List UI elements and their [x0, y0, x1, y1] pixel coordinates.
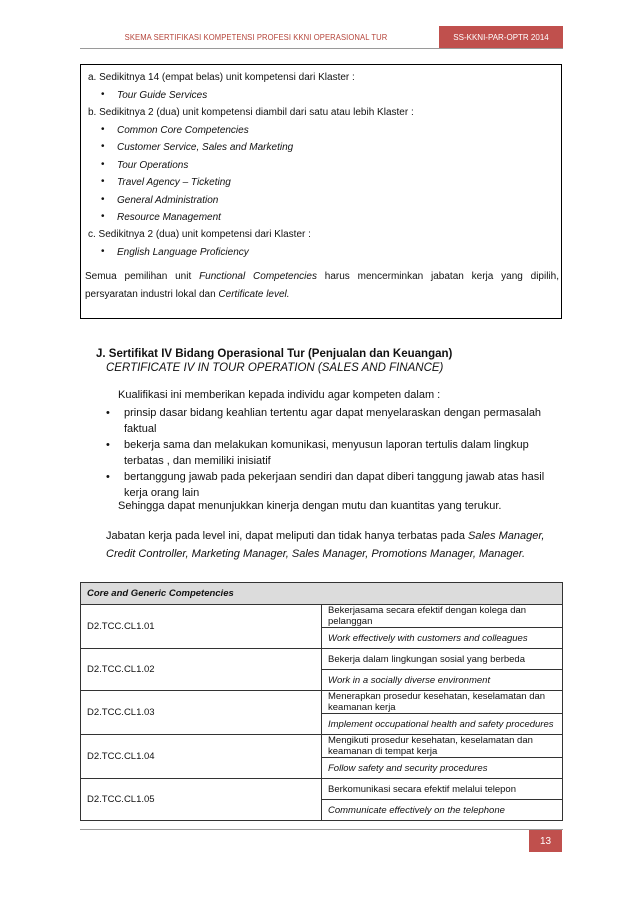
unit-title-id: Bekerja dalam lingkungan sosial yang berbeda: [322, 649, 563, 670]
unit-title-en: Communicate effectively on the telephone: [322, 800, 563, 821]
table-row: [81, 605, 563, 628]
klaster-item-label: Customer Service, Sales and Marketing: [117, 142, 294, 153]
section-subtitle: CERTIFICATE IV IN TOUR OPERATION (SALES AND FINANCE): [106, 362, 444, 374]
unit-title-id: Bekerjasama secara efektif dengan kolega dan pelanggan: [322, 605, 563, 628]
functional-competencies-note: Semua pemilihan unit Functional Competencies harus mencerminkan jabatan kerja yang dipilih, persyaratan industri lokal dan Certificate level.: [85, 271, 559, 300]
qualification-intro: Kualifikasi ini memberikan kepada individu agar kompeten dalam :: [118, 389, 441, 401]
bullet-icon: •: [101, 246, 105, 257]
klaster-item-label: Travel Agency – Ticketing: [117, 177, 231, 188]
klaster-b-text: b. Sedikitnya 2 (dua) unit kompetensi diambil dari satu atau lebih Klaster :: [88, 107, 414, 118]
unit-title-en: Work in a socially diverse environment: [322, 670, 563, 691]
klaster-requirements-box: [80, 64, 562, 319]
klaster-item-label: General Administration: [117, 195, 219, 206]
klaster-item-label: Common Core Competencies: [117, 125, 249, 136]
bullet-icon: •: [106, 471, 110, 483]
klaster-item-label: Tour Guide Services: [117, 90, 208, 101]
bullet-icon: •: [101, 211, 105, 222]
unit-title-en: Implement occupational health and safety procedures: [322, 714, 563, 735]
bullet-icon: •: [101, 176, 105, 187]
section-title: J. Sertifikat IV Bidang Operasional Tur (Penjualan dan Keuangan): [96, 348, 453, 360]
klaster-item-label: Tour Operations: [117, 160, 189, 171]
document-header-title: SKEMA SERTIFIKASI KOMPETENSI PROFESI KKNI OPERASIONAL TUR: [124, 32, 388, 42]
footer-divider: [80, 829, 563, 830]
table-row: [81, 691, 563, 714]
unit-code: D2.TCC.CL1.01: [81, 605, 322, 649]
header-divider: [80, 48, 563, 49]
table-heading: Core and Generic Competencies: [81, 583, 563, 605]
competency-table: [80, 582, 563, 821]
unit-code: D2.TCC.CL1.04: [81, 735, 322, 779]
table-row: [81, 779, 563, 800]
klaster-c-text: c. Sedikitnya 2 (dua) unit kompetensi dari Klaster :: [88, 229, 311, 240]
table-row: [81, 735, 563, 758]
document-code-badge: SS-KKNI-PAR-OPTR 2014: [439, 26, 563, 48]
job-titles-paragraph: Jabatan kerja pada level ini, dapat meliputi dan tidak hanya terbatas pada Sales Manager, Credit Controller, Marketing Manager, Sales Manager, Promotions Manager, Manager.: [106, 530, 545, 560]
klaster-item-label: Resource Management: [117, 212, 221, 223]
bullet-text: prinsip dasar bidang keahlian tertentu agar dapat menyelaraskan dengan permasalah faktual: [124, 407, 542, 435]
unit-title-id: Berkomunikasi secara efektif melalui telepon: [322, 779, 563, 800]
qualification-closing: Sehingga dapat menunjukkan kinerja dengan mutu dan kuantitas yang terukur.: [118, 500, 502, 512]
bullet-icon: •: [101, 159, 105, 170]
klaster-item-label: English Language Proficiency: [117, 247, 249, 258]
bullet-icon: •: [101, 124, 105, 135]
bullet-icon: •: [101, 194, 105, 205]
unit-code: D2.TCC.CL1.03: [81, 691, 322, 735]
unit-title-id: Menerapkan prosedur kesehatan, keselamatan dan keamanan kerja: [322, 691, 563, 714]
klaster-a-text: a. Sedikitnya 14 (empat belas) unit kompetensi dari Klaster :: [88, 72, 355, 83]
unit-code: D2.TCC.CL1.05: [81, 779, 322, 821]
unit-title-id: Mengikuti prosedur kesehatan, keselamatan dan keamanan di tempat kerja: [322, 735, 563, 758]
unit-title-en: Work effectively with customers and colleagues: [322, 628, 563, 649]
bullet-icon: •: [106, 407, 110, 419]
bullet-text: bekerja sama dan melakukan komunikasi, menyusun laporan tertulis dalam lingkup terbatas , dan memiliki inisiatif: [124, 439, 529, 467]
unit-code: D2.TCC.CL1.02: [81, 649, 322, 691]
bullet-icon: •: [101, 141, 105, 152]
page-number: 13: [529, 830, 562, 852]
bullet-icon: •: [106, 439, 110, 451]
table-row: [81, 649, 563, 670]
unit-title-en: Follow safety and security procedures: [322, 758, 563, 779]
bullet-icon: •: [101, 89, 105, 100]
bullet-text: bertanggung jawab pada pekerjaan sendiri dan dapat diberi tanggung jawab atas hasil kerja orang lain: [124, 471, 545, 499]
